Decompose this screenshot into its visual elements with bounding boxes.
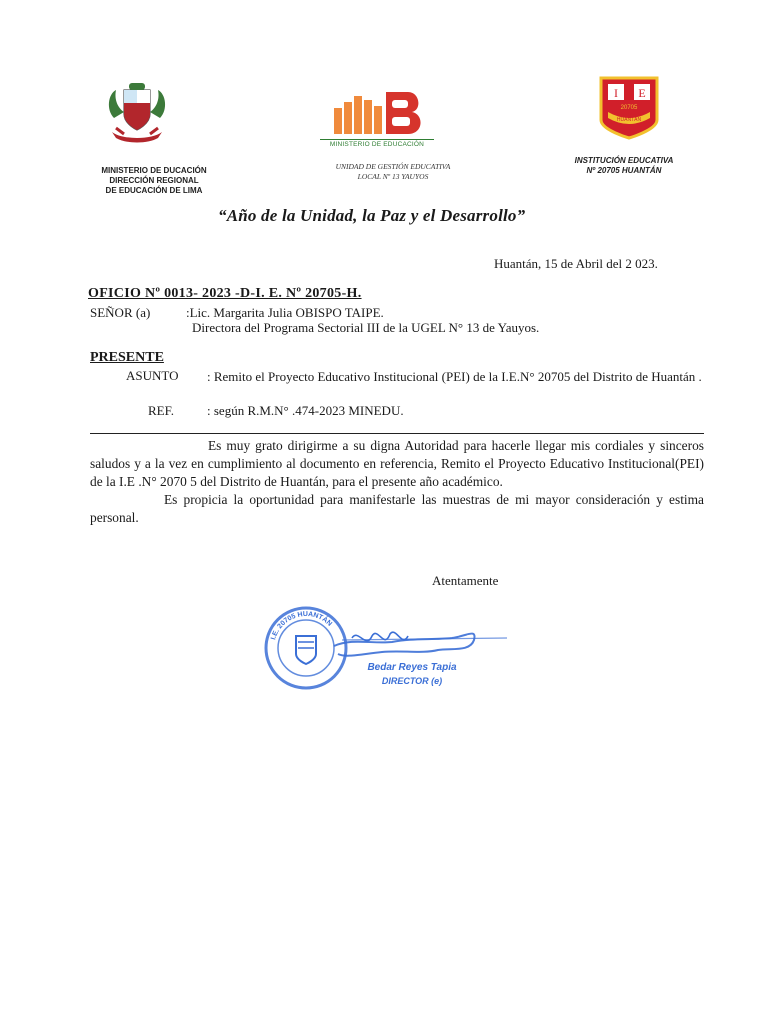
asunto-text: : Remito el Proyecto Educativo Institucional (PEI) de la I.E.N° 20705 del Distrito de Huantán . bbox=[207, 369, 702, 384]
divider-line bbox=[90, 433, 704, 434]
left-org-line: MINISTERIO DE DUCACIÓN bbox=[101, 166, 207, 175]
minedu-label: MINISTERIO DE EDUCACIÓN bbox=[320, 139, 434, 148]
recipient-title: Directora del Programa Sectorial III de la UGEL N° 13 de Yauyos. bbox=[192, 320, 540, 335]
left-org-line: DIRECCIÓN REGIONAL bbox=[109, 176, 199, 185]
seal-text: I.E. 20705 HUANTÁN bbox=[270, 610, 334, 641]
right-org-text bbox=[562, 156, 686, 176]
recipient-name: :Lic. Margarita Julia OBISPO TAIPE. bbox=[186, 305, 384, 320]
center-org-line: UNIDAD DE GESTIÓN EDUCATIVA bbox=[335, 162, 451, 171]
right-org-line: Nº 20705 HUANTÁN bbox=[586, 166, 662, 175]
badge-number: 20705 bbox=[620, 105, 638, 111]
minedu-logo bbox=[332, 90, 428, 136]
closing-text: Atentamente bbox=[432, 573, 499, 588]
asunto-label: ASUNTO bbox=[126, 368, 179, 383]
body-paragraph-1: Es muy grato dirigirme a su digna Autoridad para hacerle llegar mis cordiales y sinceros saludos y a la vez en cumplimiento al documento en referencia, Remito el Proyecto Educativo Institucional(PEI) de la I.E .N° 2070 5 del Distrito de Huantán, para el presente año académico. bbox=[90, 438, 704, 489]
badge-letter-e: E bbox=[638, 86, 646, 100]
ref-label: REF. bbox=[148, 403, 175, 418]
recipient-label: SEÑOR (a) bbox=[90, 305, 151, 320]
left-org-line: DE EDUCACIÓN DE LIMA bbox=[105, 186, 203, 195]
letter-body bbox=[90, 437, 704, 527]
center-org-line: LOCAL Nº 13 YAUYOS bbox=[357, 172, 429, 181]
badge-place: HUANTÁN bbox=[616, 117, 642, 123]
signature-role: DIRECTOR (e) bbox=[381, 676, 443, 686]
signature-name: Bedar Reyes Tapia bbox=[367, 662, 457, 673]
badge-letter-i: I bbox=[614, 86, 618, 100]
presente-heading: PRESENTE bbox=[90, 350, 164, 365]
right-org-line: INSTITUCIÓN EDUCATIVA bbox=[574, 156, 674, 165]
oficio-number: OFICIO Nº 0013- 2023 -D-I. E. Nº 20705-H. bbox=[88, 286, 362, 301]
year-motto: “Año de la Unidad, la Paz y el Desarrollo” bbox=[218, 206, 526, 225]
coat-of-arms-emblem bbox=[102, 80, 172, 146]
official-seal-signature bbox=[262, 598, 512, 702]
date-line: Huantán, 15 de Abril del 2 023. bbox=[494, 256, 658, 271]
center-org-text bbox=[318, 162, 468, 182]
ref-text: : según R.M.N° .474-2023 MINEDU. bbox=[207, 403, 404, 418]
left-org-text bbox=[84, 166, 224, 196]
institution-badge bbox=[598, 76, 660, 140]
body-paragraph-2: Es propicia la oportunidad para manifestarle las muestras de mi mayor consideración y estima personal. bbox=[90, 492, 704, 525]
